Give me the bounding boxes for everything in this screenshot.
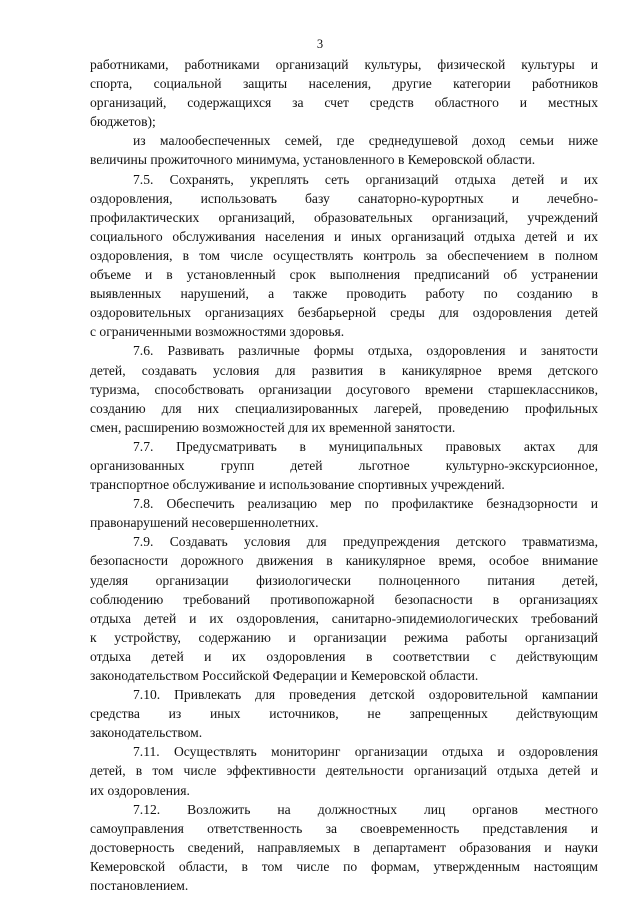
- text-line: соблюдению требований противопожарной безопасности в организациях: [90, 591, 598, 607]
- text-line: правонарушений несовершеннолетних.: [90, 515, 319, 531]
- text-line: к устройству, содержанию и организации режима работы организаций: [90, 629, 598, 645]
- text-line: туризма, способствовать организации досугового времени старшеклассников,: [90, 381, 598, 397]
- text-line: выявленных нарушений, а также проводить работу по созданию в: [90, 286, 598, 302]
- text-line: профилактических организаций, образовательных организаций, учреждений: [90, 209, 598, 225]
- document-body: [90, 55, 598, 895]
- text-line: организованных групп детей льготное культурно-экскурсионное,: [90, 457, 598, 473]
- text-line: работниками, работниками организаций культуры, физической культуры и: [90, 57, 598, 72]
- text-line: 7.6. Развивать различные формы отдыха, оздоровления и занятости: [133, 343, 598, 359]
- text-line: отдыха детей и их оздоровления, санитарно-эпидемиологических требований: [90, 610, 598, 626]
- text-line: спорта, социальной защиты населения, другие категории работников: [90, 76, 598, 92]
- text-line: 7.11. Осуществлять мониторинг организации отдыха и оздоровления: [133, 744, 598, 760]
- text-line: отдыха детей и их оздоровления в соответствии с действующим: [90, 648, 598, 664]
- text-line: 7.8. Обеспечить реализацию мер по профилактике безнадзорности и: [133, 496, 598, 512]
- text-line: 7.12. Возложить на должностных лиц органов местного: [133, 801, 598, 817]
- text-line: транспортное обслуживание и использование спортивных учреждений.: [90, 477, 505, 493]
- text-line: уделяя организации физиологически полноценного питания детей,: [90, 572, 598, 588]
- text-line: смен, расширению возможностей для их временной занятости.: [90, 419, 456, 435]
- page-number: 3: [316, 37, 324, 51]
- text-line: безопасности дорожного движения в каникулярное время, особое внимание: [90, 553, 598, 569]
- text-line: законодательством.: [90, 725, 203, 741]
- text-line: их оздоровления.: [90, 782, 190, 798]
- text-line: достоверность сведений, направляемых в департамент образования и науки: [90, 839, 598, 855]
- text-line: детей, в том числе эффективности деятельности организаций отдыха детей и: [90, 763, 598, 779]
- text-line: детей, создавать условия для развития в каникулярное время детского: [90, 362, 598, 378]
- text-line: величины прожиточного минимума, установленного в Кемеровской области.: [90, 152, 536, 168]
- text-line: законодательством Российской Федерации и Кемеровской области.: [90, 668, 479, 683]
- text-line: постановлением.: [90, 878, 189, 894]
- text-line: средства из иных источников, не запрещенных действующим: [90, 706, 598, 722]
- text-line: Кемеровской области, в том числе по формам, утвержденным настоящим: [90, 858, 598, 874]
- text-line: социального обслуживания населения и иных организаций отдыха детей и их: [90, 228, 598, 244]
- text-line: оздоровления, использовать базу санаторно-курортных и лечебно-: [90, 190, 598, 206]
- text-line: созданию для них специализированных лагерей, проведению профильных: [90, 400, 598, 416]
- text-line: 7.5. Сохранять, укреплять сеть организаций отдыха детей и их: [133, 171, 598, 187]
- text-line: самоуправления ответственность за своевременность представления и: [90, 820, 598, 836]
- text-line: 7.9. Создавать условия для предупреждения детского травматизма,: [133, 534, 598, 550]
- text-line: организаций, содержащихся за счет средств областного и местных: [90, 95, 598, 111]
- text-line: бюджетов);: [90, 114, 156, 130]
- text-line: объеме и в установленный срок выполнения предписаний об устранении: [90, 267, 598, 283]
- text-line: с ограниченными возможностями здоровья.: [90, 324, 345, 340]
- text-line: оздоровления, в том числе осуществлять контроль за обеспечением в полном: [90, 247, 598, 263]
- text-line: 7.7. Предусматривать в муниципальных правовых актах для: [133, 438, 598, 454]
- text-line: из малообеспеченных семей, где среднедушевой доход семьи ниже: [133, 133, 598, 149]
- text-line: оздоровительных организациях безбарьерной среды для оздоровления детей: [90, 305, 598, 321]
- text-line: 7.10. Привлекать для проведения детской оздоровительной кампании: [133, 687, 598, 703]
